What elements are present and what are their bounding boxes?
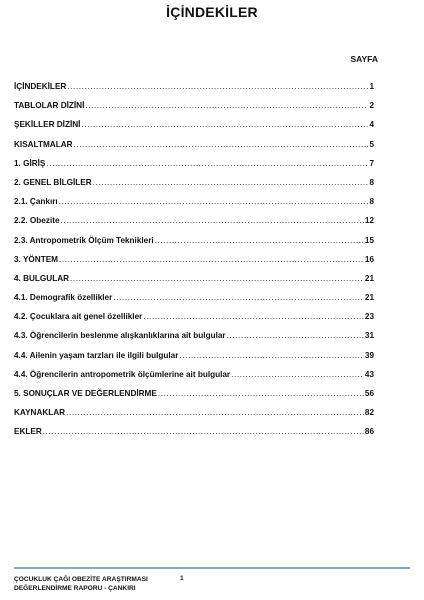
toc-entry-label: EKLER [14, 427, 42, 437]
toc-entry[interactable] [14, 236, 374, 255]
toc-leader-dots [227, 331, 364, 340]
toc-leader-dots [67, 82, 368, 91]
toc-entry[interactable] [14, 389, 374, 408]
toc-leader-dots [93, 178, 369, 187]
page-title: İÇİNDEKİLER [166, 4, 258, 20]
toc-entry-page: 86 [364, 427, 374, 437]
toc-leader-dots [74, 140, 369, 149]
toc-entry-label: 2. GENEL BİLGİLER [14, 177, 92, 187]
toc-entry[interactable] [14, 370, 374, 389]
toc-entry-page: 8 [369, 197, 374, 207]
toc-entry-page: 21 [364, 273, 374, 283]
toc-leader-dots [59, 255, 364, 264]
toc-entry-label: ŞEKİLLER DİZİNİ [14, 120, 81, 130]
toc-entry-label: 4. BULGULAR [14, 273, 70, 283]
toc-entry[interactable] [14, 101, 374, 120]
toc-entry[interactable] [14, 178, 374, 197]
toc-entry-page: 39 [364, 350, 374, 360]
toc-entry-page: 2 [369, 101, 374, 111]
toc-entry[interactable] [14, 408, 374, 427]
toc-leader-dots [59, 197, 369, 206]
toc-entry-page: 4 [369, 120, 374, 130]
toc-leader-dots [66, 408, 364, 417]
toc-entry-page: 5 [369, 139, 374, 149]
toc-entry[interactable] [14, 312, 374, 331]
table-of-contents [14, 82, 374, 447]
toc-entry-label: KAYNAKLAR [14, 408, 66, 418]
toc-entry-label: 5. SONUÇLAR VE DEĞERLENDİRME [14, 389, 157, 398]
page-column-label: SAYFA [350, 54, 378, 64]
toc-leader-dots [158, 389, 364, 398]
footer-page-number: 1 [180, 575, 184, 582]
toc-leader-dots [70, 274, 364, 283]
toc-entry-page: 7 [369, 158, 374, 168]
toc-entry-label: 4.4. Öğrencilerin antropometrik ölçümlerine ait bulgular [14, 369, 231, 379]
toc-entry[interactable] [14, 331, 374, 350]
toc-entry-label: 2.3. Antropometrik Ölçüm Teknikleri [14, 235, 154, 245]
toc-leader-dots [143, 312, 364, 321]
toc-entry-page: 56 [364, 389, 374, 398]
toc-entry[interactable] [14, 351, 374, 370]
toc-entry-page: 8 [369, 177, 374, 187]
toc-entry-page: 23 [364, 312, 374, 322]
toc-entry[interactable] [14, 216, 374, 235]
footer-text [14, 575, 148, 593]
toc-entry[interactable] [14, 140, 374, 159]
toc-entry-label: 4.1. Demografik özellikler [14, 293, 113, 303]
toc-leader-dots [85, 101, 368, 110]
footer-divider [14, 567, 410, 569]
toc-leader-dots [81, 120, 368, 129]
toc-entry-label: TABLOLAR DİZİNİ [14, 101, 85, 111]
toc-entry-page: 21 [364, 293, 374, 303]
toc-entry-label: 4.4. Ailenin yaşam tarzları ile ilgili bulgular [14, 350, 179, 360]
toc-entry-label: İÇİNDEKİLER [14, 82, 67, 91]
toc-entry-label: KISALTMALAR [14, 139, 73, 149]
footer-line-1: ÇOCUKLUK ÇAĞI OBEZİTE ARAŞTIRMASI [14, 576, 148, 583]
toc-leader-dots [113, 293, 364, 302]
toc-leader-dots [155, 236, 364, 245]
toc-entry[interactable] [14, 120, 374, 139]
toc-entry[interactable] [14, 82, 374, 101]
toc-entry[interactable] [14, 274, 374, 293]
toc-entry-label: 4.2. Çocuklara ait genel özellikler [14, 312, 143, 322]
toc-leader-dots [61, 216, 364, 225]
toc-leader-dots [179, 351, 363, 360]
toc-entry-label: 2.1. Çankırı [14, 197, 58, 207]
toc-entry-page: 12 [364, 216, 374, 226]
toc-entry[interactable] [14, 293, 374, 312]
toc-entry-page: 16 [364, 254, 374, 264]
toc-entry-page: 43 [364, 369, 374, 379]
toc-entry[interactable] [14, 255, 374, 274]
toc-entry-page: 1 [369, 82, 374, 91]
toc-entry-label: 1. GİRİŞ [14, 158, 46, 168]
toc-entry[interactable] [14, 159, 374, 178]
toc-entry-page: 31 [364, 331, 374, 341]
toc-leader-dots [231, 370, 364, 379]
toc-entry[interactable] [14, 427, 374, 446]
toc-entry-label: 3. YÖNTEM [14, 254, 58, 264]
toc-entry-label: 2.2. Obezite [14, 216, 60, 226]
toc-entry-page: 82 [364, 408, 374, 418]
toc-entry-label: 4.3. Öğrencilerin beslenme alışkanlıklarına ait bulgular [14, 331, 226, 341]
toc-entry[interactable] [14, 197, 374, 216]
toc-leader-dots [46, 159, 368, 168]
toc-leader-dots [43, 427, 364, 436]
footer-line-2: DEĞERLENDİRME RAPORU - ÇANKIRI [14, 585, 136, 592]
toc-entry-page: 15 [364, 235, 374, 245]
